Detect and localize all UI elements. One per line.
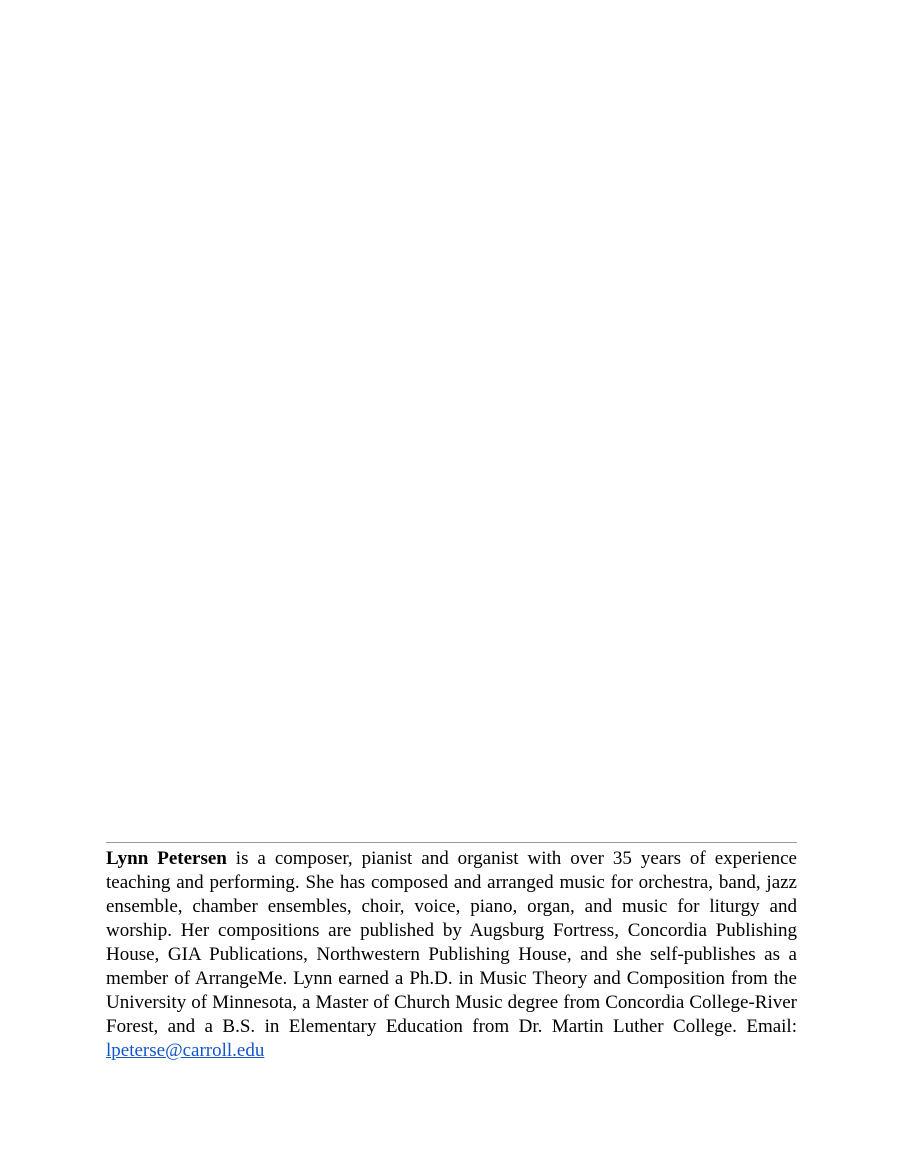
author-name: Lynn Petersen [106, 848, 227, 869]
author-bio-paragraph [106, 847, 797, 1063]
author-bio-footnote [106, 842, 797, 1063]
author-email-link[interactable]: lpeterse@carroll.edu [106, 1040, 265, 1061]
footnote-separator-rule [106, 842, 797, 843]
author-bio-text: is a composer, pianist and organist with over 35 years of experience teaching and performing. She has composed and arranged music for orchestra, band, jazz ensemble, chamber ensembles, choir, voice, piano, organ, and music for liturgy and worship. Her compositions are published by Augsburg Fortress, Concordia Publishing House, GIA Publications, Northwestern Publishing House, and she self-publishes as a member of ArrangeMe. Lynn earned a Ph.D. in Music Theory and Composition from the University of Minnesota, a Master of Church Music degree from Concordia College-River Forest, and a B.S. in Elementary Education from Dr. Martin Luther College. Email: [106, 848, 797, 1037]
